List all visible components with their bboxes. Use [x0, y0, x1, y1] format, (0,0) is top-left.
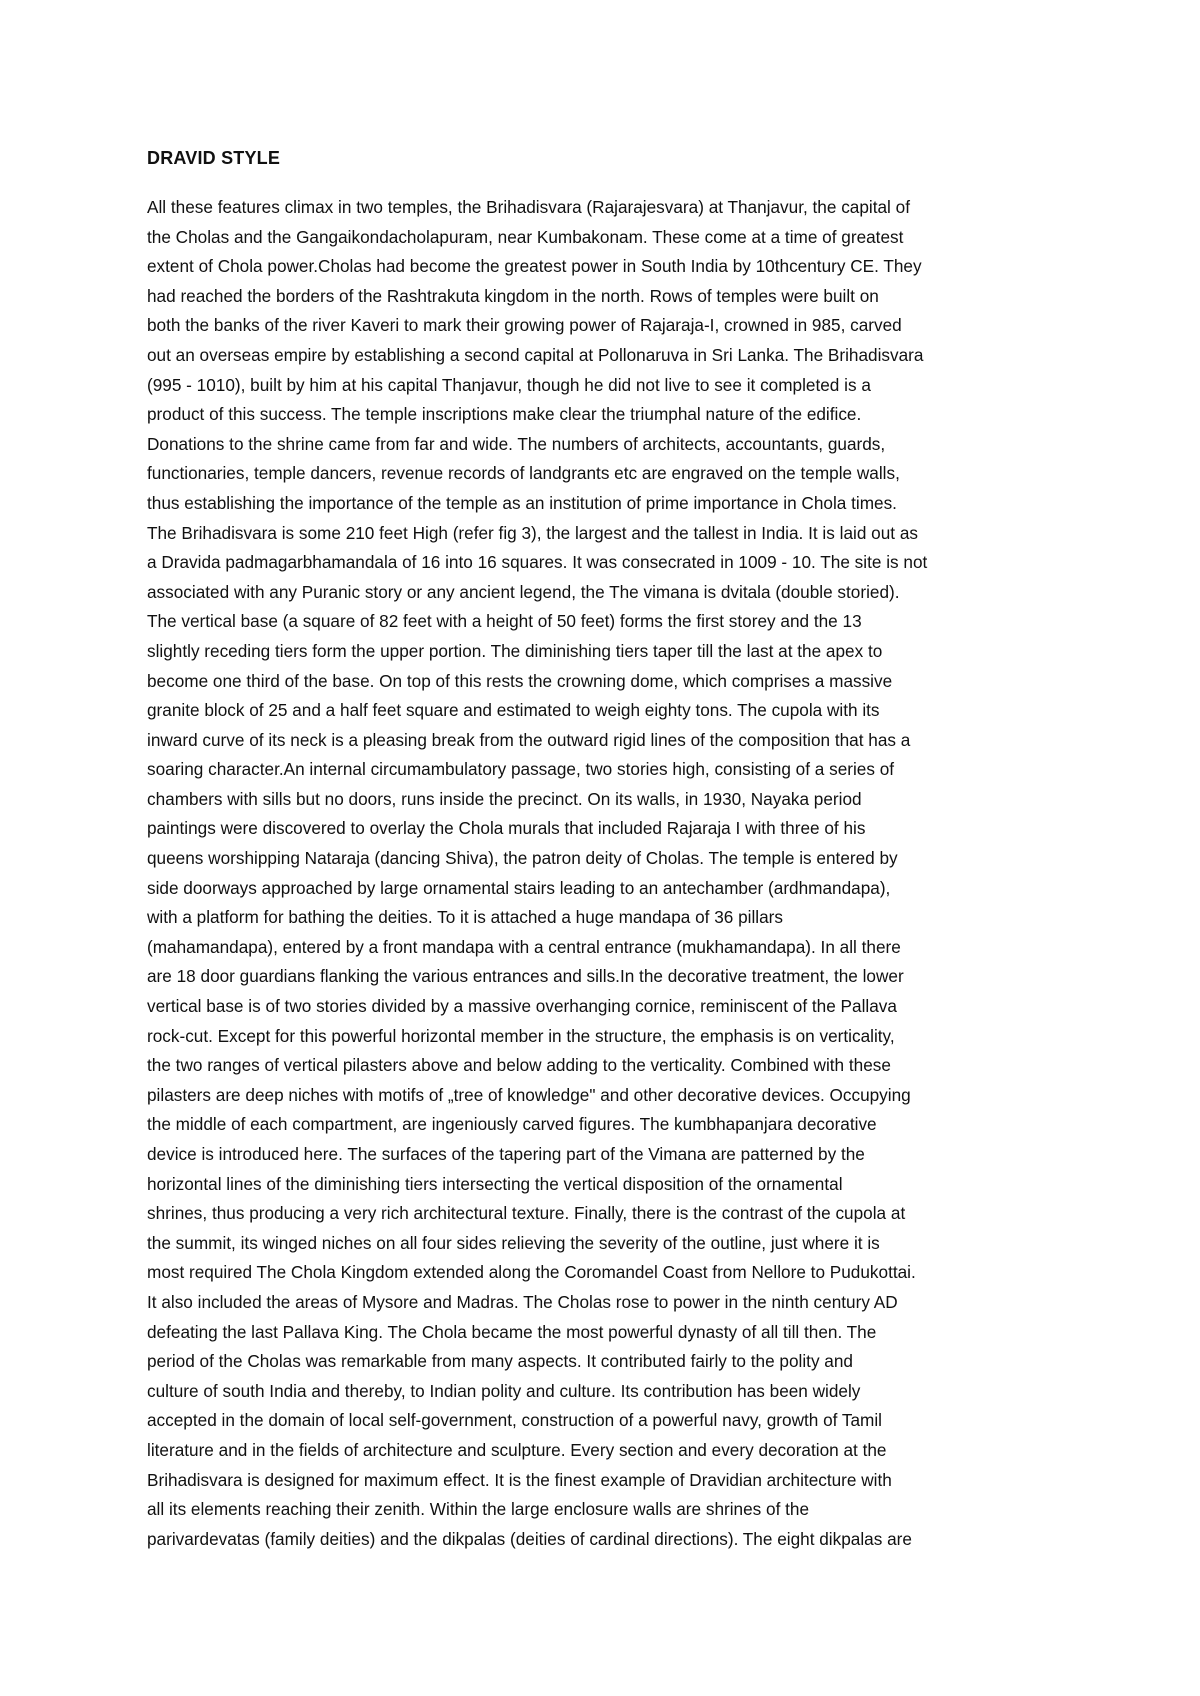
- body-line: slightly receding tiers form the upper portion. The diminishing tiers taper till the last at the apex to: [147, 640, 883, 661]
- document-body: [147, 193, 1065, 1554]
- body-line: are 18 door guardians flanking the various entrances and sills.In the decorative treatment, the lower: [147, 966, 904, 987]
- body-line: the Cholas and the Gangaikondacholapuram, near Kumbakonam. These come at a time of greatest: [147, 226, 904, 247]
- body-line: It also included the areas of Mysore and Madras. The Cholas rose to power in the ninth century AD: [147, 1291, 898, 1312]
- body-line: Brihadisvara is designed for maximum effect. It is the finest example of Dravidian architecture with: [147, 1469, 892, 1490]
- body-line: chambers with sills but no doors, runs inside the precinct. On its walls, in 1930, Nayaka period: [147, 788, 862, 809]
- body-line: All these features climax in two temples, the Brihadisvara (Rajarajesvara) at Thanjavur, the capital of: [147, 197, 910, 217]
- body-line: associated with any Puranic story or any ancient legend, the The vimana is dvitala (double storied).: [147, 581, 900, 602]
- body-line: the two ranges of vertical pilasters above and below adding to the verticality. Combined with these: [147, 1055, 891, 1076]
- body-line: soaring character.An internal circumambulatory passage, two stories high, consisting of a series of: [147, 759, 895, 780]
- body-line: queens worshipping Nataraja (dancing Shiva), the patron deity of Cholas. The temple is entered by: [147, 848, 898, 869]
- body-line: vertical base is of two stories divided by a massive overhanging cornice, reminiscent of the Pallava: [147, 996, 897, 1017]
- body-line: horizontal lines of the diminishing tiers intersecting the vertical disposition of the ornamental: [147, 1173, 843, 1194]
- body-line: functionaries, temple dancers, revenue records of landgrants etc are engraved on the temple walls,: [147, 463, 900, 484]
- body-line: out an overseas empire by establishing a second capital at Pollonaruva in Sri Lanka. The Brihadisvara: [147, 344, 924, 365]
- body-line: granite block of 25 and a half feet square and estimated to weigh eighty tons. The cupola with its: [147, 700, 880, 721]
- body-line: Donations to the shrine came from far and wide. The numbers of architects, accountants, guards,: [147, 433, 886, 454]
- body-line: become one third of the base. On top of this rests the crowning dome, which comprises a massive: [147, 670, 893, 691]
- body-line: parivardevatas (family deities) and the dikpalas (deities of cardinal directions). The eight dikpalas are: [147, 1528, 912, 1549]
- body-line: culture of south India and thereby, to Indian polity and culture. Its contribution has been widely: [147, 1380, 861, 1401]
- body-line: both the banks of the river Kaveri to mark their growing power of Rajaraja-I, crowned in 985, carved: [147, 315, 902, 336]
- body-line: period of the Cholas was remarkable from many aspects. It contributed fairly to the polity and: [147, 1351, 853, 1372]
- body-line: shrines, thus producing a very rich architectural texture. Finally, there is the contrast of the cupola at: [147, 1203, 906, 1224]
- body-line: thus establishing the importance of the temple as an institution of prime importance in Chola times.: [147, 492, 897, 513]
- body-line: (995 - 1010), built by him at his capital Thanjavur, though he did not live to see it completed is a: [147, 374, 871, 395]
- body-line: the middle of each compartment, are ingeniously carved figures. The kumbhapanjara decorative: [147, 1114, 877, 1135]
- body-line: side doorways approached by large ornamental stairs leading to an antechamber (ardhmandapa),: [147, 877, 891, 898]
- body-line: defeating the last Pallava King. The Chola became the most powerful dynasty of all till then. The: [147, 1321, 877, 1342]
- body-line: a Dravida padmagarbhamandala of 16 into 16 squares. It was consecrated in 1009 - 10. The site is not: [147, 552, 928, 573]
- body-line: pilasters are deep niches with motifs of „tree of knowledge" and other decorative devices. Occupying: [147, 1084, 911, 1105]
- body-line: The Brihadisvara is some 210 feet High (refer fig 3), the largest and the tallest in India. It is laid out as: [147, 522, 918, 543]
- body-line: with a platform for bathing the deities. To it is attached a huge mandapa of 36 pillars: [147, 907, 784, 928]
- body-line: most required The Chola Kingdom extended along the Coromandel Coast from Nellore to Pudukottai.: [147, 1262, 916, 1283]
- body-line: The vertical base (a square of 82 feet with a height of 50 feet) forms the first storey and the 13: [147, 611, 862, 632]
- body-line: had reached the borders of the Rashtrakuta kingdom in the north. Rows of temples were built on: [147, 285, 879, 306]
- body-line: accepted in the domain of local self-government, construction of a powerful navy, growth of Tamil: [147, 1410, 882, 1431]
- body-line: the summit, its winged niches on all four sides relieving the severity of the outline, just where it is: [147, 1232, 880, 1253]
- body-line: product of this success. The temple inscriptions make clear the triumphal nature of the edifice.: [147, 404, 862, 425]
- body-line: device is introduced here. The surfaces of the tapering part of the Vimana are patterned by the: [147, 1144, 865, 1164]
- body-line: rock-cut. Except for this powerful horizontal member in the structure, the emphasis is on verticality,: [147, 1025, 895, 1046]
- body-line: extent of Chola power.Cholas had become the greatest power in South India by 10thcentury CE. They: [147, 256, 922, 277]
- document-title: DRAVID STYLE: [147, 148, 281, 168]
- body-line: (mahamandapa), entered by a front mandapa with a central entrance (mukhamandapa). In all there: [147, 936, 901, 957]
- body-line: literature and in the fields of architecture and sculpture. Every section and every decoration at the: [147, 1439, 887, 1460]
- body-line: paintings were discovered to overlay the Chola murals that included Rajaraja I with three of his: [147, 818, 866, 839]
- body-line: inward curve of its neck is a pleasing break from the outward rigid lines of the composition that has a: [147, 729, 911, 750]
- body-line: all its elements reaching their zenith. Within the large enclosure walls are shrines of the: [147, 1499, 810, 1520]
